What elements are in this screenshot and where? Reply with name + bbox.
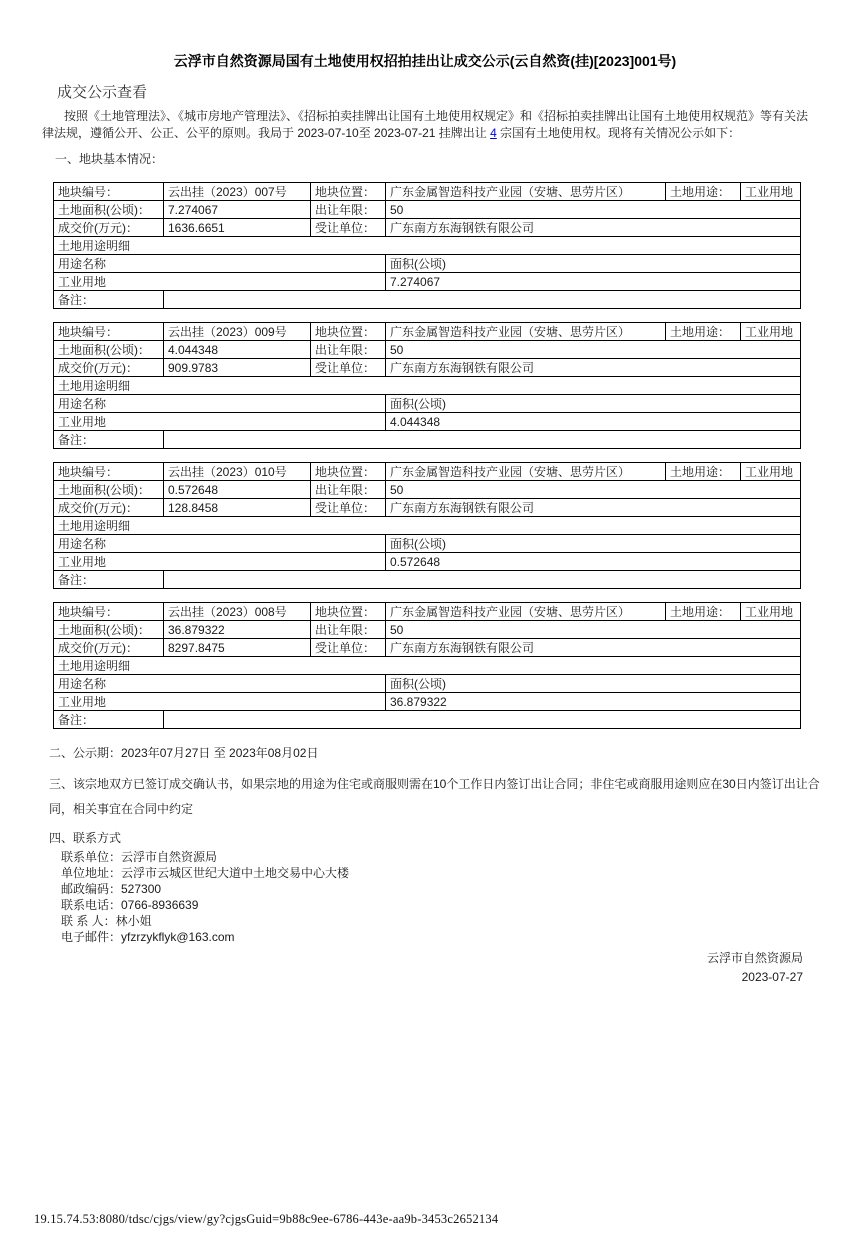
table-row [54, 201, 801, 219]
transferee-value: 广东南方东海钢铁有限公司 [386, 499, 801, 517]
announcement-page [0, 51, 850, 1226]
use-name-header: 用途名称 [54, 395, 386, 413]
area-label: 土地面积(公顷)： [54, 621, 164, 639]
parcel-table-008 [53, 602, 801, 729]
location-label: 地块位置： [311, 463, 386, 481]
plot-no-value: 云出挂（2023）010号 [164, 463, 311, 481]
section-2-publicity-period: 二、公示期：2023年07月27日 至 2023年08月02日 [49, 746, 319, 760]
term-value: 50 [386, 481, 801, 499]
location-value: 广东金属智造科技产业园（安塘、思劳片区） [386, 183, 666, 201]
parcel-table-010 [53, 462, 801, 589]
plot-no-label: 地块编号： [54, 323, 164, 341]
use-detail-header: 土地用途明细 [54, 517, 801, 535]
table-row [54, 639, 801, 657]
plot-no-value: 云出挂（2023）008号 [164, 603, 311, 621]
use-area-header: 面积(公顷) [386, 675, 801, 693]
use-area-value: 0.572648 [386, 553, 801, 571]
table-row [54, 183, 801, 201]
table-row [54, 323, 801, 341]
intro-text-before: 按照《土地管理法》、《城市房地产管理法》、《招标拍卖挂牌出让国有土地使用权规定》和《招标拍卖挂牌出让国有土地使用权规范》等有关法律法规，遵循公开、公正、公平的原则。我局于 2023-07-10至 2023-07-21 挂牌出让 [42, 109, 809, 140]
table-row [54, 711, 801, 729]
use-name-header: 用途名称 [54, 535, 386, 553]
table-row [54, 657, 801, 675]
location-label: 地块位置： [311, 603, 386, 621]
table-row [54, 431, 801, 449]
table-row [54, 675, 801, 693]
use-area-header: 面积(公顷) [386, 255, 801, 273]
table-row [54, 463, 801, 481]
table-row [54, 621, 801, 639]
signature-block [0, 949, 850, 987]
term-label: 出让年限： [311, 621, 386, 639]
transferee-label: 受让单位： [311, 219, 386, 237]
area-label: 土地面积(公顷)： [54, 201, 164, 219]
use-name-header: 用途名称 [54, 675, 386, 693]
table-row [54, 291, 801, 309]
intro-text-after: 宗国有土地使用权。现将有关情况公示如下： [496, 126, 741, 140]
use-detail-header: 土地用途明细 [54, 377, 801, 395]
area-value: 36.879322 [164, 621, 311, 639]
use-detail-header: 土地用途明细 [54, 237, 801, 255]
plot-no-label: 地块编号： [54, 463, 164, 481]
table-row [54, 395, 801, 413]
footer-url: 19.15.74.53:8080/tdsc/cjgs/view/gy?cjgsGuid=9b88c9ee-6786-443e-aa9b-3453c2652134 [34, 1212, 499, 1226]
price-value: 8297.8475 [164, 639, 311, 657]
use-name-value: 工业用地 [54, 413, 386, 431]
remark-value [164, 431, 801, 449]
term-label: 出让年限： [311, 341, 386, 359]
contact-postcode: 邮政编码：527300 [61, 882, 162, 896]
area-value: 4.044348 [164, 341, 311, 359]
table-row [54, 517, 801, 535]
location-label: 地块位置： [311, 323, 386, 341]
parcel-table-009 [53, 322, 801, 449]
remark-label: 备注： [54, 291, 164, 309]
land-use-value: 工业用地 [741, 463, 801, 481]
plot-no-label: 地块编号： [54, 183, 164, 201]
use-area-value: 7.274067 [386, 273, 801, 291]
table-row [54, 571, 801, 589]
section-3-contract-terms: 三、该宗地双方已签订成交确认书，如果宗地的用途为住宅或商服则需在10个工作日内签订出让合同；非住宅或商服用途则应在30日内签订出让合同，相关事宜在合同中约定 [49, 777, 820, 816]
page-title: 云浮市自然资源局国有土地使用权招拍挂出让成交公示(云自然资(挂)[2023]001号) [173, 53, 677, 69]
area-value: 0.572648 [164, 481, 311, 499]
table-row [54, 377, 801, 395]
land-use-value: 工业用地 [741, 183, 801, 201]
use-name-value: 工业用地 [54, 553, 386, 571]
area-label: 土地面积(公顷)： [54, 481, 164, 499]
term-value: 50 [386, 201, 801, 219]
contact-phone: 联系电话：0766-8936639 [61, 898, 199, 912]
use-area-value: 36.879322 [386, 693, 801, 711]
price-label: 成交价(万元)： [54, 359, 164, 377]
area-label: 土地面积(公顷)： [54, 341, 164, 359]
use-name-value: 工业用地 [54, 273, 386, 291]
land-use-label: 土地用途： [666, 323, 741, 341]
use-area-value: 4.044348 [386, 413, 801, 431]
subtitle: 成交公示查看 [57, 84, 148, 101]
table-row [54, 359, 801, 377]
use-area-header: 面积(公顷) [386, 535, 801, 553]
table-row [54, 413, 801, 431]
location-label: 地块位置： [311, 183, 386, 201]
transferee-value: 广东南方东海钢铁有限公司 [386, 639, 801, 657]
plot-no-value: 云出挂（2023）007号 [164, 183, 311, 201]
land-use-label: 土地用途： [666, 463, 741, 481]
table-row [54, 219, 801, 237]
plot-no-label: 地块编号： [54, 603, 164, 621]
section-4-heading: 四、联系方式 [49, 831, 122, 845]
price-label: 成交价(万元)： [54, 639, 164, 657]
land-use-value: 工业用地 [741, 323, 801, 341]
area-value: 7.274067 [164, 201, 311, 219]
table-row [54, 603, 801, 621]
parcel-count-link[interactable]: 4 [490, 126, 497, 140]
remark-label: 备注： [54, 711, 164, 729]
remark-label: 备注： [54, 571, 164, 589]
term-label: 出让年限： [311, 481, 386, 499]
table-row [54, 693, 801, 711]
term-value: 50 [386, 341, 801, 359]
location-value: 广东金属智造科技产业园（安塘、思劳片区） [386, 603, 666, 621]
table-row [54, 273, 801, 291]
transferee-label: 受让单位： [311, 639, 386, 657]
table-row [54, 237, 801, 255]
price-label: 成交价(万元)： [54, 499, 164, 517]
parcel-table-007 [53, 182, 801, 309]
contact-unit: 联系单位：云浮市自然资源局 [61, 850, 218, 864]
signature-org: 云浮市自然资源局 [706, 951, 803, 965]
contact-address: 单位地址：云浮市云城区世纪大道中土地交易中心大楼 [61, 866, 350, 880]
use-name-header: 用途名称 [54, 255, 386, 273]
remark-value [164, 571, 801, 589]
land-use-label: 土地用途： [666, 603, 741, 621]
transferee-value: 广东南方东海钢铁有限公司 [386, 219, 801, 237]
contact-person: 联 系 人：林小姐 [61, 914, 152, 928]
term-value: 50 [386, 621, 801, 639]
price-value: 128.8458 [164, 499, 311, 517]
table-row [54, 255, 801, 273]
transferee-value: 广东南方东海钢铁有限公司 [386, 359, 801, 377]
table-row [54, 341, 801, 359]
table-row [54, 553, 801, 571]
remark-value [164, 711, 801, 729]
transferee-label: 受让单位： [311, 499, 386, 517]
remark-value [164, 291, 801, 309]
price-label: 成交价(万元)： [54, 219, 164, 237]
use-area-header: 面积(公顷) [386, 395, 801, 413]
table-row [54, 481, 801, 499]
signature-date: 2023-07-27 [741, 970, 803, 984]
use-detail-header: 土地用途明细 [54, 657, 801, 675]
remark-label: 备注： [54, 431, 164, 449]
use-name-value: 工业用地 [54, 693, 386, 711]
section-1-heading: 一、地块基本情况： [55, 152, 164, 166]
table-row [54, 535, 801, 553]
transferee-label: 受让单位： [311, 359, 386, 377]
contact-block [61, 849, 850, 945]
land-use-value: 工业用地 [741, 603, 801, 621]
price-value: 1636.6651 [164, 219, 311, 237]
term-label: 出让年限： [311, 201, 386, 219]
price-value: 909.9783 [164, 359, 311, 377]
contact-email: 电子邮件：yfzrzykflyk@163.com [61, 930, 235, 944]
land-use-label: 土地用途： [666, 183, 741, 201]
plot-no-value: 云出挂（2023）009号 [164, 323, 311, 341]
intro-paragraph [42, 108, 812, 142]
table-row [54, 499, 801, 517]
location-value: 广东金属智造科技产业园（安塘、思劳片区） [386, 323, 666, 341]
location-value: 广东金属智造科技产业园（安塘、思劳片区） [386, 463, 666, 481]
